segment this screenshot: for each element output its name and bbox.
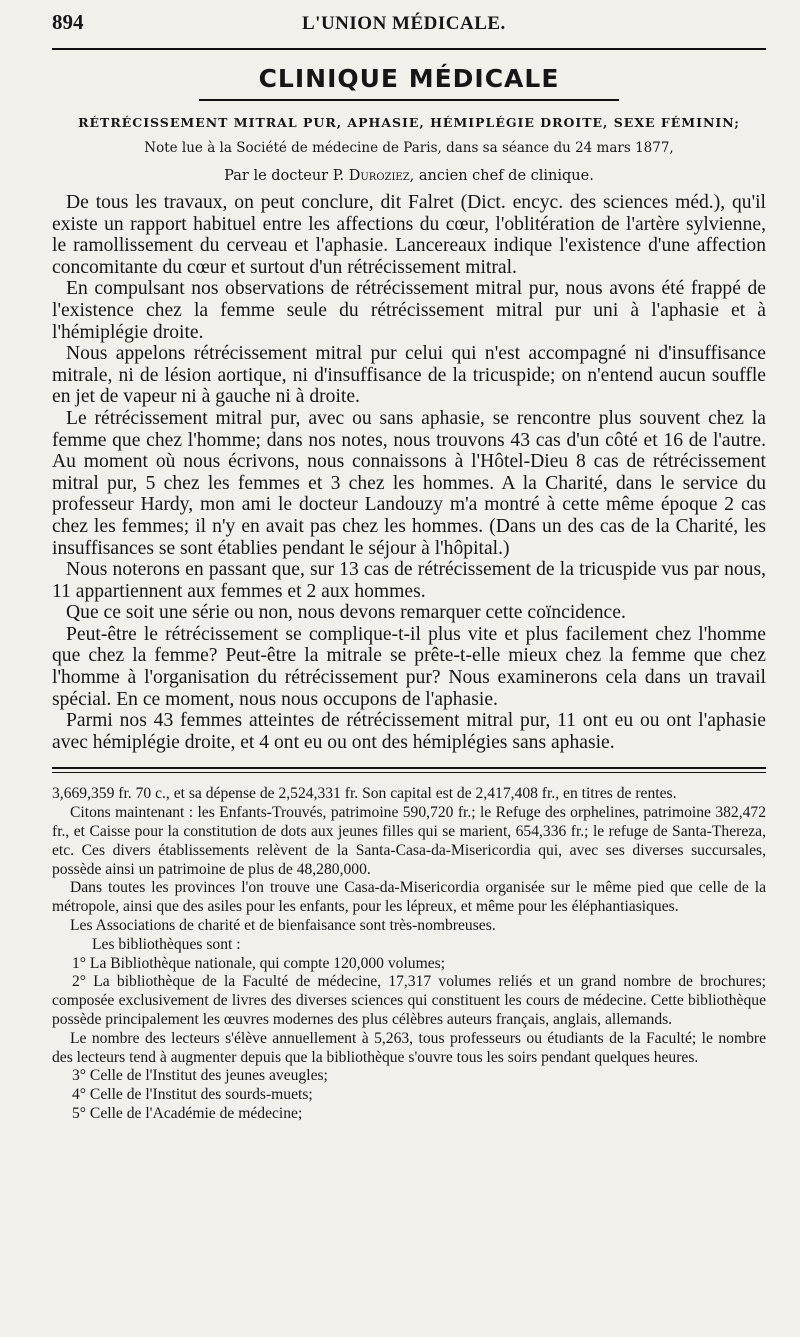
page-header [52, 10, 766, 44]
article-paragraph: Peut-être le rétrécissement se complique-t-il plus vite et plus facilement chez l'homme que chez la femme? Peut-être la mitrale se prête-t-elle mieux chez la femme que chez l'homme à l'organisation du rétrécissement pur? Nous examinerons cela dans un travail spécial. En ce moment, nous nous occupons de l'aphasie. [52, 623, 766, 710]
article-paragraph: Parmi nos 43 femmes atteintes de rétrécissement mitral pur, 11 ont eu ou ont l'aphasie avec hémiplégie droite, et 4 ont eu ou ont des hémiplégies sans aphasie. [52, 710, 766, 753]
title-rule [199, 99, 619, 101]
article-paragraph: Le rétrécissement mitral pur, avec ou sans aphasie, se rencontre plus souvent chez la femme que chez l'homme; dans nos notes, nous trouvons 43 cas d'un côté et 16 de l'autre. Au moment où nous écrivons, nous connaissons à l'Hôtel-Dieu 8 cas de rétrécissement mitral pur, 5 chez les femmes et 3 chez les hommes. A la Charité, dans le service du professeur Hardy, mon ami le docteur Landouzy m'a montré à cette même époque 2 cas chez les femmes; il n'y en avait pas chez les hommes. (Dans un des cas de la Charité, les insuffisances se sont établies pendant le séjour à l'hôpital.) [52, 407, 766, 559]
article-paragraph: Nous noterons en passant que, sur 13 cas de rétrécissement de la tricuspide vus par nous, 11 appartiennent aux femmes et 2 aux hommes. [52, 559, 766, 602]
article-paragraph: Que ce soit une série ou non, nous devons remarquer cette coïncidence. [66, 602, 626, 624]
feuilleton-list-item: 4° Celle de l'Institut des sourds-muets; [72, 1086, 313, 1104]
byline-prefix: Par le docteur P. [224, 168, 349, 184]
feuilleton-paragraph: Citons maintenant : les Enfants-Trouvés, patrimoine 590,720 fr.; le Refuge des orphelines, patrimoine 382,472 fr., et Caisse pour la constitution de dots aux jeunes filles qui se marient, 654,336 fr.; le refuge de Santa-Thereza, etc. Ces divers établissements relèvent de la Santa-Casa-da-Misericordia qui, avec ses diverses succursales, possède ainsi un patrimoine de plus de 48,280,000. [52, 804, 766, 878]
feuilleton-list-item: 2° La bibliothèque de la Faculté de médecine, 17,317 volumes reliés et un grand nombre de brochures; composée exclusivement de livres des diverses sciences qui constituent les cours de médecine. Cette bibliothèque possède principalement les œuvres modernes des plus célèbres auteurs français, anglais, allemands. [52, 973, 766, 1028]
article-subject: RÉTRÉCISSEMENT MITRAL PUR, APHASIE, HÉMIPLÉGIE DROITE, SEXE FÉMININ; [78, 115, 740, 130]
page-number: 894 [52, 10, 84, 34]
byline-suffix: , ancien chef de clinique. [409, 168, 594, 184]
feuilleton-paragraph: Les Associations de charité et de bienfaisance sont très-nombreuses. [70, 917, 496, 935]
feuilleton-list-item: 3° Celle de l'Institut des jeunes aveugles; [72, 1067, 328, 1085]
feuilleton-paragraph: Le nombre des lecteurs s'élève annuellement à 5,263, tous professeurs ou étudiants de la Faculté; le nombre des lecteurs tend à augmenter depuis que la bibliothèque s'ouvre tous les soirs pendant quelques heures. [52, 1029, 766, 1066]
byline-author: Duroziez [348, 168, 410, 184]
feuilleton-paragraph: 3,669,359 fr. 70 c., et sa dépense de 2,524,331 fr. Son capital est de 2,417,408 fr., en titres de rentes. [52, 785, 677, 803]
article-paragraph: En compulsant nos observations de rétrécissement mitral pur, nous avons été frappé de l'existence chez la femme seule du rétrécissement mitral pur uni à l'aphasie et à l'hémiplégie droite. [52, 278, 766, 343]
header-rule [52, 48, 766, 50]
article-paragraph: De tous les travaux, on peut conclure, dit Falret (Dict. encyc. des sciences méd.), qu'il existe un rapport habituel entre les affections du cœur, l'oblitération de l'artère sylvienne, le ramollissement du cerveau et l'aphasie. Lancereaux indique l'existence d'une affection concomitante du cœur et surtout d'un rétrécissement mitral. [52, 192, 766, 278]
article-body [52, 192, 766, 753]
article-read-note: Note lue à la Société de médecine de Paris, dans sa séance du 24 mars 1877, [144, 140, 674, 156]
feuilleton-paragraph: Les bibliothèques sont : [92, 935, 241, 953]
feuilleton-list-item: 1° La Bibliothèque nationale, qui compte 120,000 volumes; [72, 954, 446, 972]
running-head: L'UNION MÉDICALE. [302, 13, 506, 34]
section-title: CLINIQUE MÉDICALE [258, 64, 560, 93]
feuilleton-body [52, 785, 766, 1123]
article-byline [52, 168, 766, 184]
article-paragraph: Nous appelons rétrécissement mitral pur celui qui n'est accompagné ni d'insuffisance mitrale, ni de lésion aortique, ni d'insuffisance de la tricuspide; on n'entend aucun souffle en jet de vapeur ni à gauche ni à droite. [52, 343, 766, 408]
feuilleton-separator [52, 767, 766, 773]
feuilleton-list-item: 5° Celle de l'Académie de médecine; [72, 1104, 303, 1122]
feuilleton-paragraph: Dans toutes les provinces l'on trouve une Casa-da-Misericordia organisée sur le même pied que celle de la métropole, ainsi que des asiles pour les enfants, pour les lépreux, et même pour les éléphantiasiques. [52, 879, 766, 916]
